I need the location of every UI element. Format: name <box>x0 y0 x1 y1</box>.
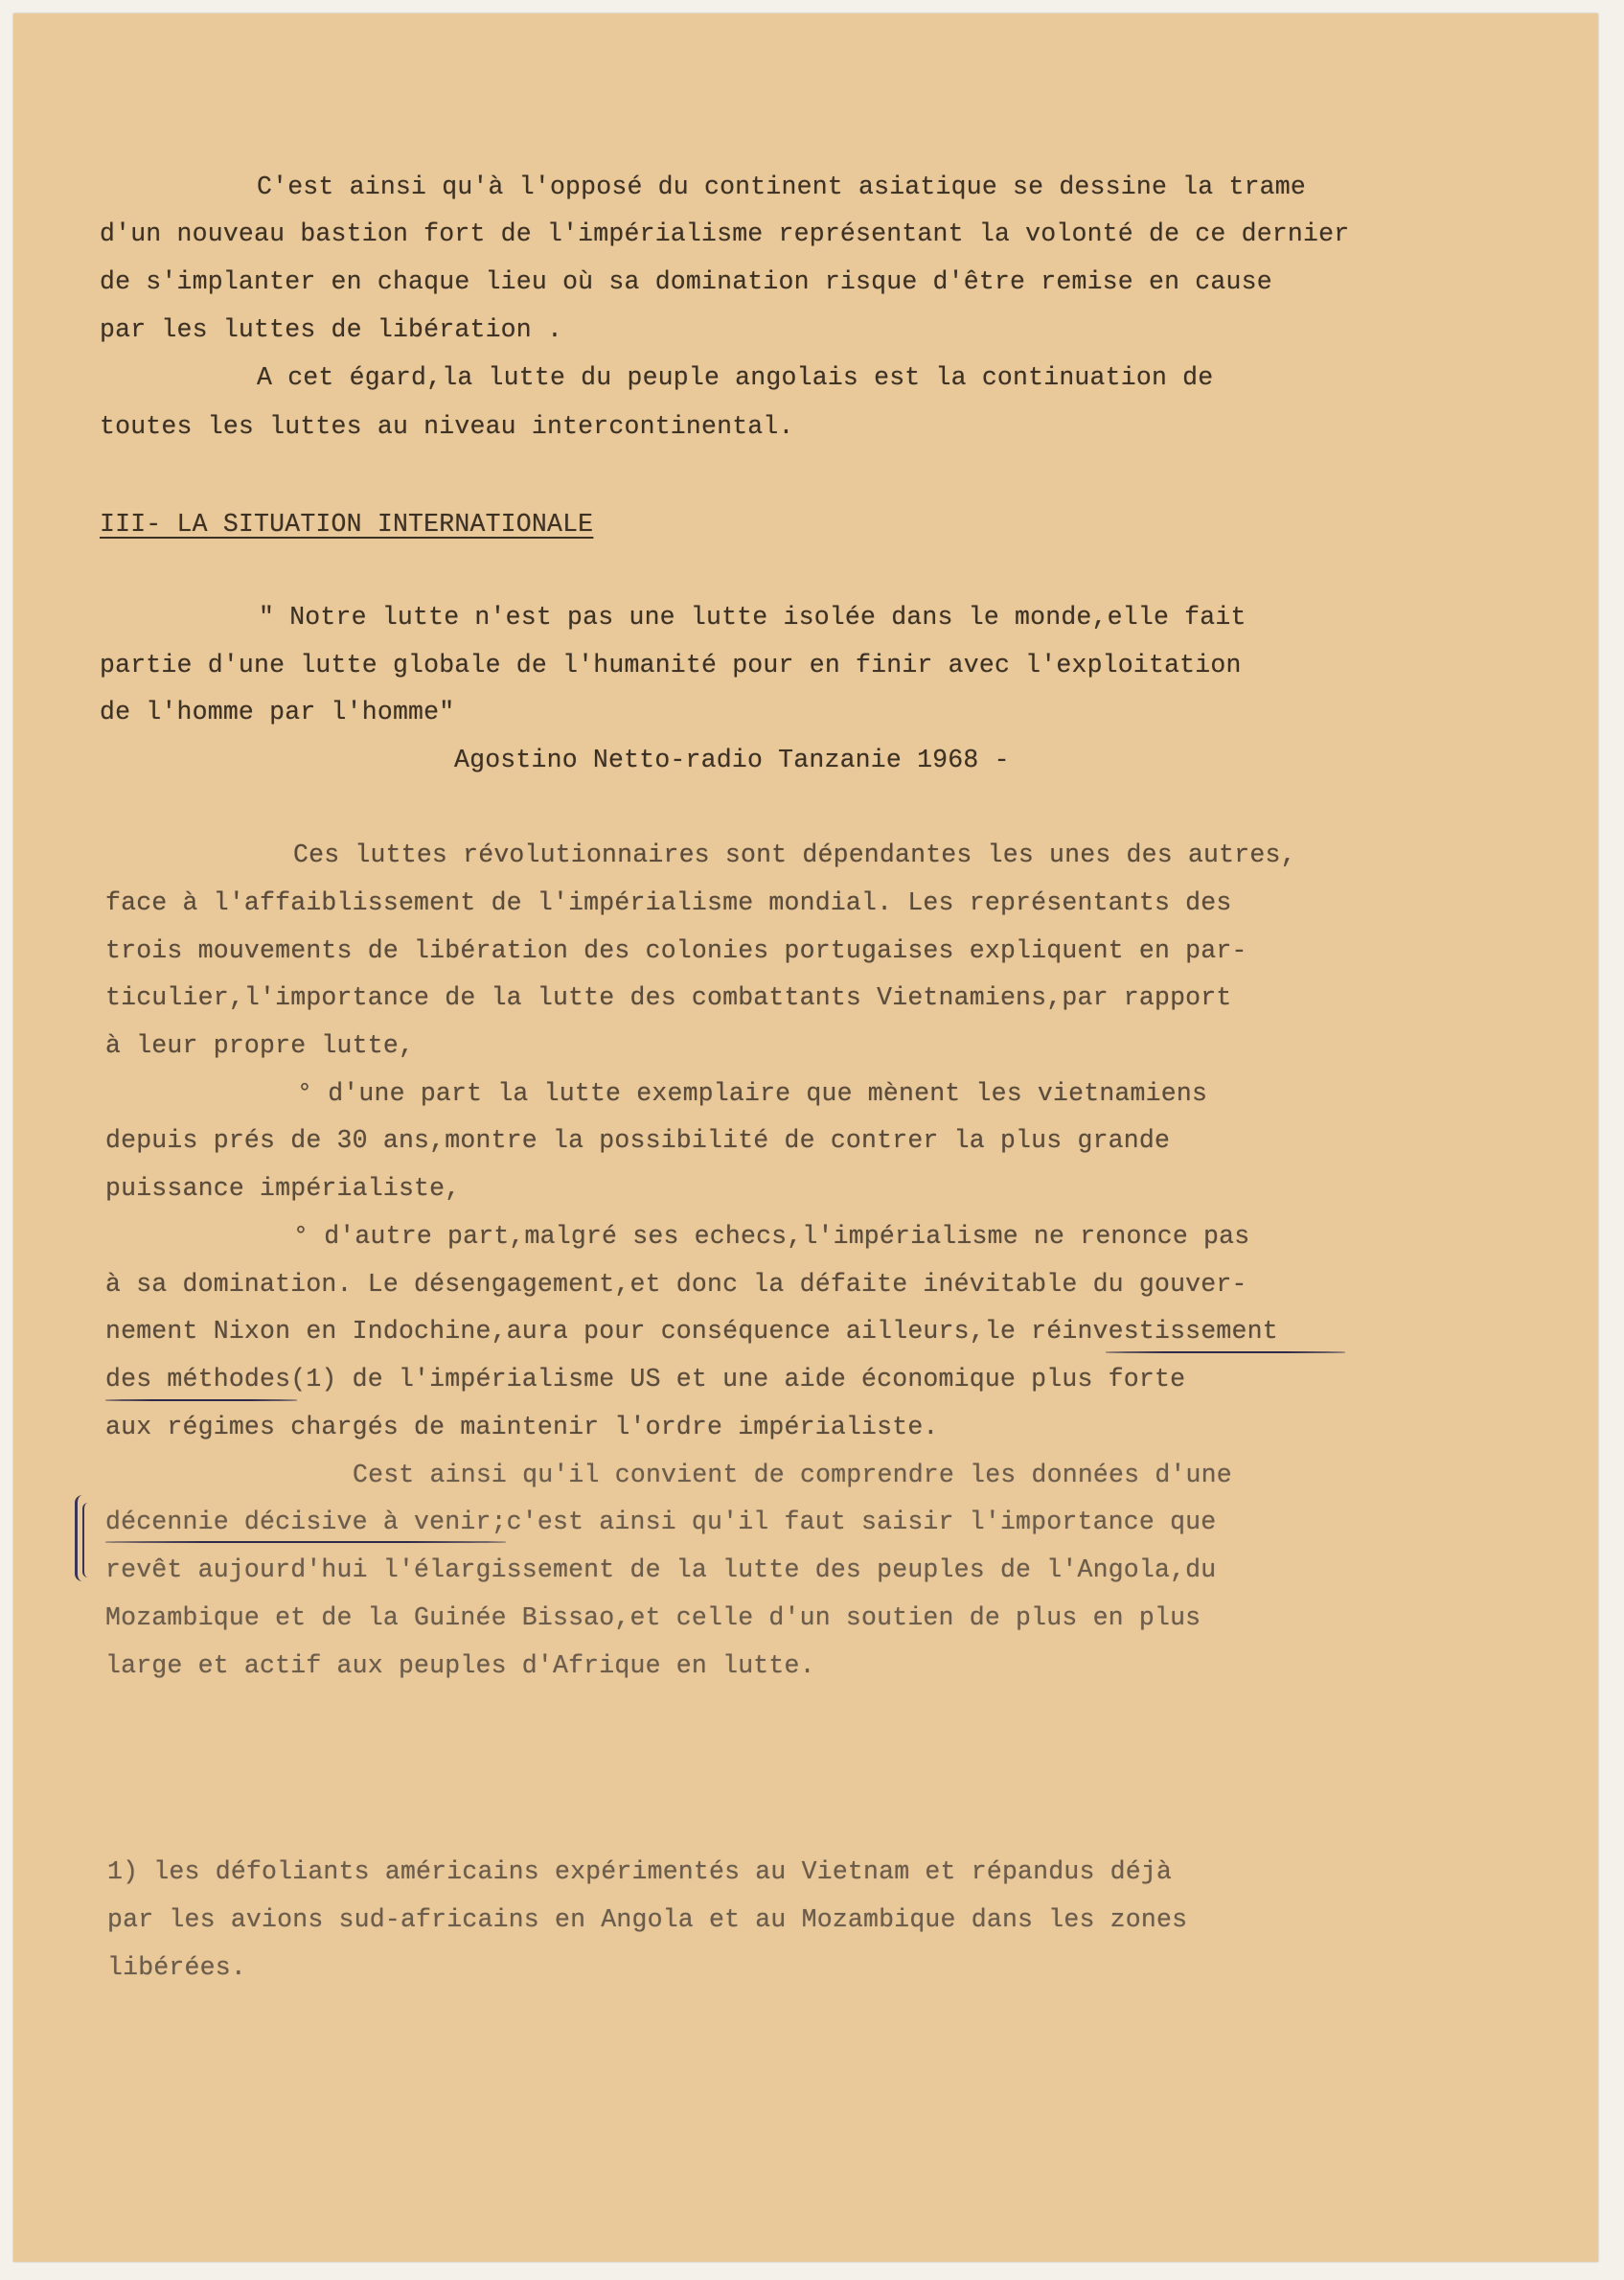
text-line: C'est ainsi qu'à l'opposé du continent asiatique se dessine la trame <box>257 173 1306 201</box>
text-line: des méthodes(1) de l'impérialisme US et une aide économique plus forte <box>105 1365 1186 1393</box>
text-line: A cet égard,la lutte du peuple angolais est la continuation de <box>257 363 1214 392</box>
ink-margin-bracket-inner <box>82 1503 94 1578</box>
text-line: depuis prés de 30 ans,montre la possibilité de contrer la plus grande <box>105 1126 1171 1155</box>
text-line: Ces luttes révolutionnaires sont dépendantes les unes des autres, <box>293 841 1296 869</box>
footnote-line: libérées. <box>107 1953 246 1982</box>
text-line: ° d'autre part,malgré ses echecs,l'impérialisme ne renonce pas <box>293 1222 1250 1251</box>
text-line: face à l'affaiblissement de l'impérialisme mondial. Les représentants des <box>105 888 1232 917</box>
quote-line: partie d'une lutte globale de l'humanité pour en finir avec l'exploitation <box>100 651 1242 679</box>
quote-attribution: Agostino Netto-radio Tanzanie 1968 - <box>454 746 1010 774</box>
text-line: aux régimes chargés de maintenir l'ordre impérialiste. <box>105 1413 939 1441</box>
text-line: à sa domination. Le désengagement,et donc la défaite inévitable du gouver- <box>105 1270 1247 1299</box>
section-heading: III- LA SITUATION INTERNATIONALE <box>100 510 594 539</box>
footnote-line: 1) les défoliants américains expérimentés au Vietnam et répandus déjà <box>107 1857 1173 1886</box>
ink-underline-decennie <box>105 1541 506 1543</box>
footnote-line: par les avions sud-africains en Angola et au Mozambique dans les zones <box>107 1905 1188 1934</box>
text-line: large et actif aux peuples d'Afrique en lutte. <box>105 1651 815 1680</box>
text-line: Mozambique et de la Guinée Bissao,et celle d'un soutien de plus en plus <box>105 1603 1201 1632</box>
text-line: ° d'une part la lutte exemplaire que mènent les vietnamiens <box>297 1079 1208 1108</box>
text-line: de s'implanter en chaque lieu où sa domination risque d'être remise en cause <box>100 267 1272 296</box>
text-line: ticulier,l'importance de la lutte des combattants Vietnamiens,par rapport <box>105 983 1232 1012</box>
text-line: d'un nouveau bastion fort de l'impérialisme représentant la volonté de ce dernier <box>100 219 1350 248</box>
quote-line: de l'homme par l'homme" <box>100 698 455 726</box>
text-line: trois mouvements de libération des colonies portugaises expliquent en par- <box>105 936 1247 965</box>
text-line: décennie décisive à venir;c'est ainsi qu'il faut saisir l'importance que <box>105 1508 1217 1536</box>
text-line: puissance impérialiste, <box>105 1174 461 1203</box>
text-line: par les luttes de libération . <box>100 315 563 344</box>
quote-line: " Notre lutte n'est pas une lutte isolée dans le monde,elle fait <box>259 603 1247 632</box>
text-line: revêt aujourd'hui l'élargissement de la lutte des peuples de l'Angola,du <box>105 1555 1217 1584</box>
text-line: nement Nixon en Indochine,aura pour conséquence ailleurs,le réinvestissement <box>105 1317 1278 1346</box>
text-line: à leur propre lutte, <box>105 1031 415 1060</box>
ink-underline-reinvestissement <box>1106 1351 1345 1353</box>
ink-underline-methodes <box>105 1399 297 1401</box>
text-line: toutes les luttes au niveau intercontinental. <box>100 412 794 441</box>
text-line: Cest ainsi qu'il convient de comprendre les données d'une <box>353 1461 1232 1489</box>
